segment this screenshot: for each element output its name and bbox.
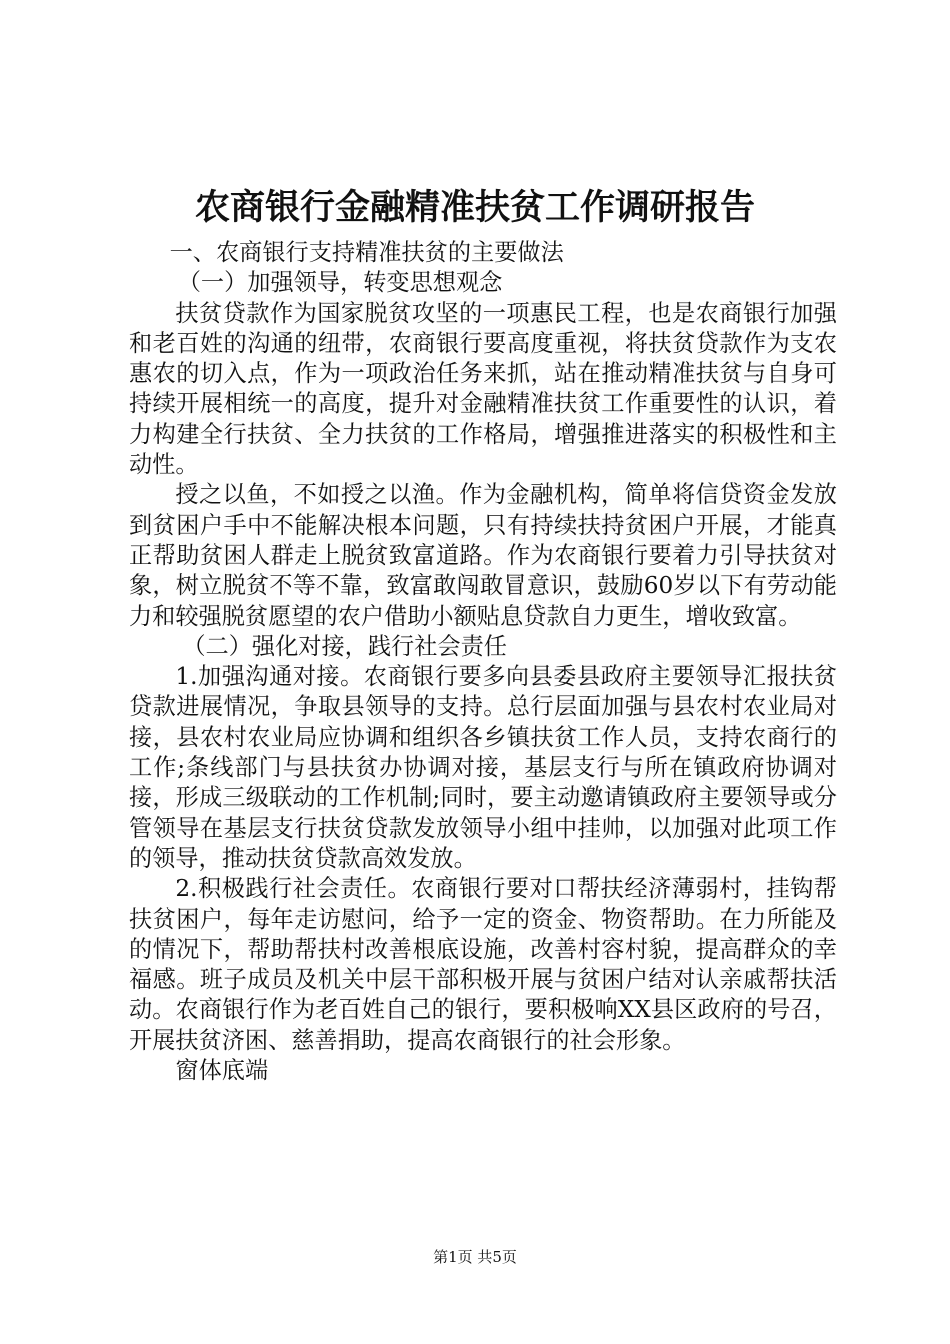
section-heading: 一、农商银行支持精准扶贫的主要做法	[169, 239, 564, 266]
body-paragraph: 1.加强沟通对接。农商银行要多向县委县政府主要领导汇报扶贫贷款进展情况，争取县领导的支持。总行层面加强与县农村农业局对接，县农村农业局应协调和组织各乡镇扶贫工作人员，支持农商行的工作;条线部门与县扶贫办协调对接，基层支行与所在镇政府协调对接，形成三级联动的工作机制;同时，要主动邀请镇政府主要领导或分管领导在基层支行扶贫贷款发放领导小组中挂帅，以加强对此项工作的领导，推动扶贫贷款高效发放。	[129, 663, 837, 872]
document-title: 农商银行金融精准扶贫工作调研报告	[194, 187, 755, 228]
body-paragraph: 扶贫贷款作为国家脱贫攻坚的一项惠民工程，也是农商银行加强和老百姓的沟通的纽带，农商银行要高度重视，将扶贫贷款作为支农惠农的切入点，作为一项政治任务来抓，站在推动精准扶贫与自身可持续开展相统一的高度，提升对金融精准扶贫工作重要性的认识，着力构建全行扶贫、全力扶贫的工作格局，增强推进落实的积极性和主动性。	[129, 299, 837, 479]
page-footer: 第1页 共5页	[433, 1248, 517, 1266]
document-body	[129, 238, 837, 1086]
body-paragraph: 授之以鱼，不如授之以渔。作为金融机构，简单将信贷资金发放到贫困户手中不能解决根本问题，只有持续扶持贫困户开展，才能真正帮助贫困人群走上脱贫致富道路。作为农商银行要着力引导扶贫对象，树立脱贫不等不靠，致富敢闯敢冒意识，鼓励60岁以下有劳动能力和较强脱贫愿望的农户借助小额贴息贷款自力更生，增收致富。	[129, 481, 837, 630]
subsection-heading: （一）加强领导，转变思想观念	[177, 269, 503, 297]
body-paragraph: 2.积极践行社会责任。农商银行要对口帮扶经济薄弱村，挂钩帮扶贫困户，每年走访慰问，给予一定的资金、物资帮助。在力所能及的情况下，帮助帮扶村改善根底设施，改善村容村貌，提高群众的幸福感。班子成员及机关中层干部积极开展与贫困户结对认亲戚帮扶活动。农商银行作为老百姓自己的银行，要积极响XX县区政府的号召，开展扶贫济困、慈善捐助，提高农商银行的社会形象。	[129, 875, 837, 1054]
subsection-heading: （二）强化对接，践行社会责任	[182, 632, 507, 660]
trailing-text: 窗体底端	[175, 1057, 269, 1085]
